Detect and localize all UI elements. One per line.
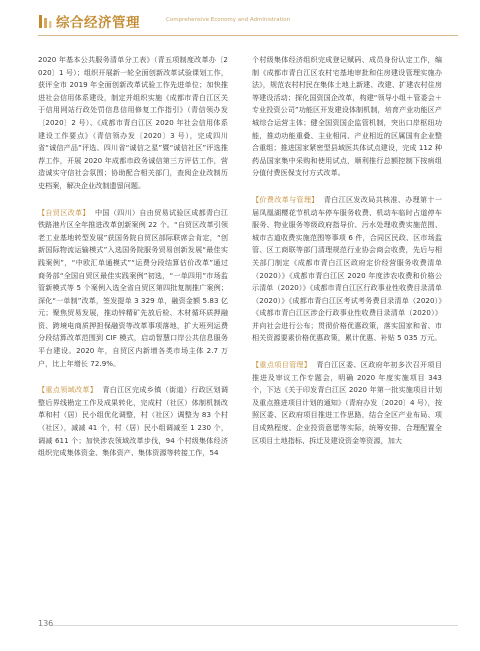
right-column	[252, 54, 442, 447]
paragraph: 个村级集体经济组织完成登记赋码、成员身份认定工作，编制《成都市青白江区农村宅基地审批和住房建设管理实施办法》，规范农村村民在集体土地上新建、改建、扩建农村住房等建设活动；探化国资国企改革，构建“领导小组＋管委会＋专业投资公司”功能区开发建设体制机制，培育产业功能区产城综合运营主体；健全国资国企监管机制，突出口岸枢纽功能，推动功能重叠、主业相同、产业相近的区属国有企业整合重组；推进国家紧密型县域医共体试点建设，完成 112 种药品国家集中采购和使用试点，顺利推行总额控制下按病组分值付费医保支付方式改革。	[252, 55, 442, 178]
paragraph-free-trade-zone: 【自贸区改革】 中国（四川）自由贸易试验区成都青白江铁路港片区全年推进改革创新案例 22 个。“自贸区改革引领老工业基地转型发展”获国务院自贸区部际联席会肯定，“创新国际物流运输模式”入选国务院服务贸易创新发展“最佳实践案例”，“中欧汇单通模式”“运费分段结算估价改革”通过商务部“全国自贸区最佳实践案例”初选，“一单四用”市场监管新模式等 5 个案例入选全省自贸区第四批复制推广案例；深化“一单制”改革，签发提单 3 329 单，融资金额 5.83 亿元；聚焦贸易发展，推动锌精矿先放后检、木材循环质押融资、跨境电商质押担保融资等改革事项落地，扩大班列运费分段结算改革范围到 CIF 模式，启动智慧口岸公共信息服务平台建设。2020 年，自贸区内新增各类市场主体 2.7 万户，比上年增长 72.9%。	[38, 207, 228, 368]
section-tag: 【重点项目管理】	[252, 360, 312, 370]
section-tag: 【自贸区改革】	[38, 207, 90, 217]
footer-divider	[52, 625, 458, 626]
section-tag: 【重点领域改革】	[38, 385, 98, 395]
paragraph-key-reforms: 【重点领域改革】 青白江区完成乡镇（街道）行政区划调整后界线勘定工作及成果转化，完成村（社区）体制机制改革和村（居）民小组优化调整，村（社区）调整为 83 个村（社区），减减 41 个，村（居）民小组调减至 1 230 个，调减 611 个；加快涉农领域改革步伐，94 个村级集体经济组织完成集体资金、集体资产、集体资源等转接工作，54	[38, 385, 228, 458]
page-number: 136	[38, 619, 54, 628]
page-header	[38, 9, 458, 39]
section-tag: 【价费改革与管理】	[252, 194, 319, 204]
section-subtitle: Comprehensive Economy and Administration	[166, 17, 291, 23]
paragraph-pricing: 【价费改革与管理】 青白江区发改局共核准、办理第十一届凤凰湖樱花节机动车停车服务收费、机动车临时占道停车服务、物业服务等级政府指导价、污水处理收费实施范围、城市古道收费实施范围等事项 6 件，合同区民政、区市场监管、区工商联等部门清理规范行业协会商会收费，先后与相关部门制定《成都市青白江区政府定价经营服务收费清单（2020）》《成都市青白江区 2020 年度涉农收费和价格公示清单（2020）》《成都市青白江区行政事业性收费目录清单（2020）》《成都市青白江区考试考务费目录清单（2020）》《成都市青白江区涉企行政事业性收费目录清单（2020）》并向社会进行公布；贯彻价格优惠政策，落实国家和省、市相关资源要素价格优惠政策，累计优惠、补贴 5 035 万元。	[252, 194, 442, 343]
left-column	[38, 54, 228, 460]
paragraph: 2020 年基本公共服务清单分工表》（青五项制度改革办〔2020〕1 号）；组织开展新一轮全面创新改革试验课划工作，获评全市 2019 年全面创新改革试验工作先进单位；加快推进社会信用体系建设，制定并组织实施《成都市青白江区关于信用网站行政处罚信息信用修复工作指引》（青信领办发〔2020〕2 号）、《成都市青白江区 2020 年社会信用体系建设工作要点》（青信领办发〔2020〕3 号），完成四川省“诚信产品”评选、四川省“诚信之星”暨“诚信社区”评选推荐工作，开展 2020 年成都市政务诚信第三方评估工作，营造诚实守信社会氛围；协助配合相关部门，查阅企业改制历史档案，解决企业改制遗留问题。	[38, 55, 228, 190]
section-title: 综合经济管理	[56, 15, 140, 31]
paragraph-key-projects: 【重点项目管理】 青白江区委、区政府年初多次召开项目推进及审议工作专题会，明确 2020 年度实施项目 343 个，下达《关于印发青白江区 2020 年第一批实施项目计划及重点推进项目计划的通知》（青府办发〔2020〕4 号），按照区委、区政府项目推进工作思路，结合全区产业布局、项目成熟程度、企业投资意愿等实际，统筹安排、合理配置全区项目土地指标、拆迁及建设资金等资源，加大	[252, 360, 442, 445]
logo-mark-icon	[38, 13, 52, 29]
header-divider	[38, 35, 458, 36]
